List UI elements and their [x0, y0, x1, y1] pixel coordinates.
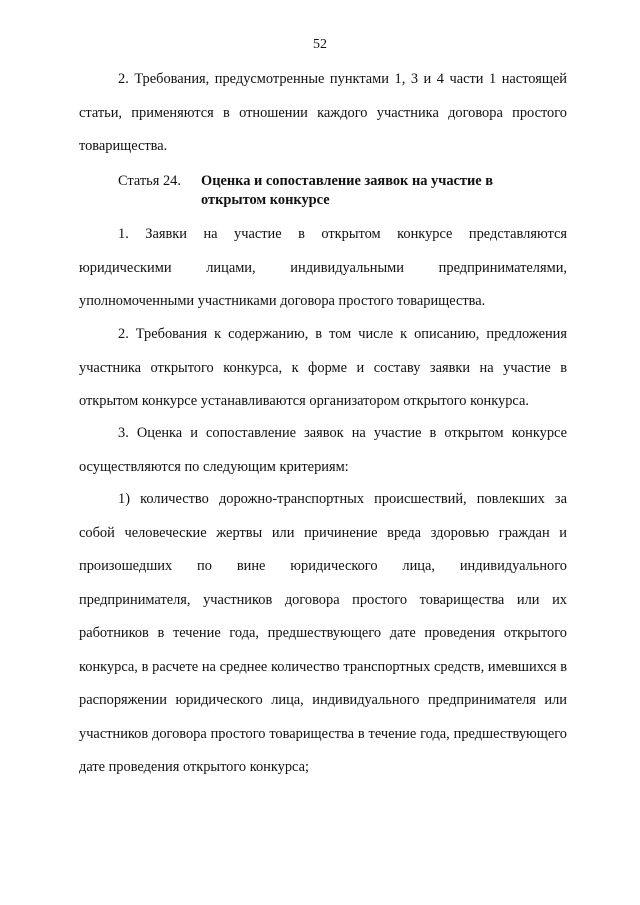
page-number: 52	[313, 37, 327, 52]
paragraph-criterion-1: 1) количество дорожно-транспортных происшествий, повлекших за собой человеческие жертвы или причинение вреда здоровью граждан и произошедших по вине юридического лица, индивидуального предпринимателя, участников договора простого товарищества или их работников в течение года, предшествующего дате проведения открытого конкурса, в расчете на среднее количество транспортных средств, имевшихся в распоряжении юридического лица, индивидуального предпринимателя или участников договора простого товарищества в течение года, предшествующего дате проведения открытого конкурса;	[79, 491, 567, 775]
paragraph-requirements-part-1: 2. Требования, предусмотренные пунктами 1, 3 и 4 части 1 настоящей статьи, применяются в отношении каждого участника договора простого товарищества.	[79, 71, 567, 154]
paragraph-2-requirements: 2. Требования к содержанию, в том числе к описанию, предложения участника открытого конкурса, к форме и составу заявки на участие в открытом конкурсе устанавливаются организатором открытого конкурса.	[79, 326, 567, 409]
article-title: Оценка и сопоставление заявок на участие в открытом конкурсе	[201, 173, 494, 208]
paragraph-1-applications: 1. Заявки на участие в открытом конкурсе представляются юридическими лицами, индивидуальными предпринимателями, уполномоченными участниками договора простого товарищества.	[79, 226, 567, 309]
article-number: Статья 24.	[118, 173, 181, 189]
paragraph-3-criteria: 3. Оценка и сопоставление заявок на участие в открытом конкурсе осуществляются по следующим критериям:	[79, 425, 567, 475]
